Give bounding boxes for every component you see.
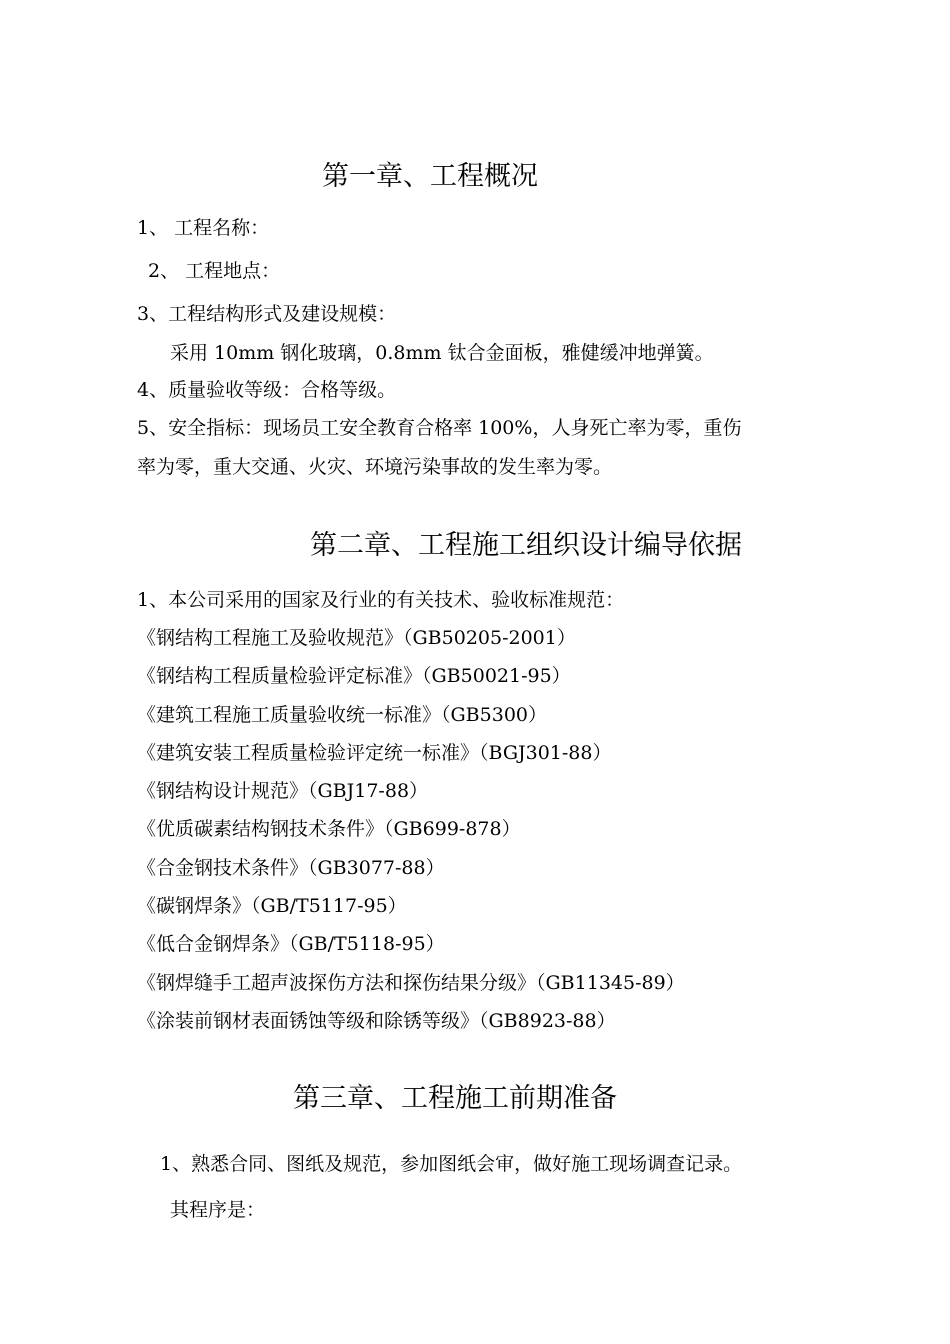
chapter1-item-safety-cont: 率为零，重大交通、火灾、环境污染事故的发生率为零。 [137,456,613,478]
standard-item: 《钢结构工程施工及验收规范》（GB50205-2001） [137,627,576,649]
chapter2-title: 第二章、工程施工组织设计编导依据 [310,530,742,561]
standard-item: 《涂装前钢材表面锈蚀等级和除锈等级》（GB8923-88） [137,1010,616,1032]
standard-item: 《低合金钢焊条》（GB/T5118-95） [137,933,445,955]
chapter1-item-structure-detail: 采用 10mm 钢化玻璃，0.8mm 钛合金面板，雅健缓冲地弹簧。 [170,342,714,364]
standard-item: 《钢结构工程质量检验评定标准》（GB50021-95） [137,665,571,687]
standard-item: 《建筑安装工程质量检验评定统一标准》（BGJ301-88） [137,742,612,764]
chapter2-intro: 1、本公司采用的国家及行业的有关技术、验收标准规范： [137,589,625,611]
chapter1-item-project-name: 1、 工程名称： [137,217,270,239]
standard-item: 《钢结构设计规范》（GBJ17-88） [137,780,429,802]
standard-item: 《建筑工程施工质量验收统一标准》（GB5300） [137,704,547,726]
chapter3-title: 第三章、工程施工前期准备 [293,1083,617,1114]
standard-item: 《碳钢焊条》（GB/T5117-95） [137,895,407,917]
chapter3-item-contract-review: 1、熟悉合同、图纸及规范，参加图纸会审，做好施工现场调查记录。 [160,1153,743,1175]
chapter1-item-safety: 5、安全指标：现场员工安全教育合格率 100%，人身死亡率为零，重伤 [137,417,742,439]
chapter1-item-structure: 3、工程结构形式及建设规模： [137,303,397,325]
chapter1-item-project-location: 2、 工程地点： [148,260,281,282]
standard-item: 《钢焊缝手工超声波探伤方法和探伤结果分级》（GB11345-89） [137,972,685,994]
chapter1-title: 第一章、工程概况 [322,161,538,192]
chapter1-item-quality: 4、质量验收等级：合格等级。 [137,379,397,401]
standard-item: 《合金钢技术条件》（GB3077-88） [137,857,445,879]
chapter3-item-procedure: 其程序是： [170,1199,266,1221]
standard-item: 《优质碳素结构钢技术条件》（GB699-878） [137,818,521,840]
